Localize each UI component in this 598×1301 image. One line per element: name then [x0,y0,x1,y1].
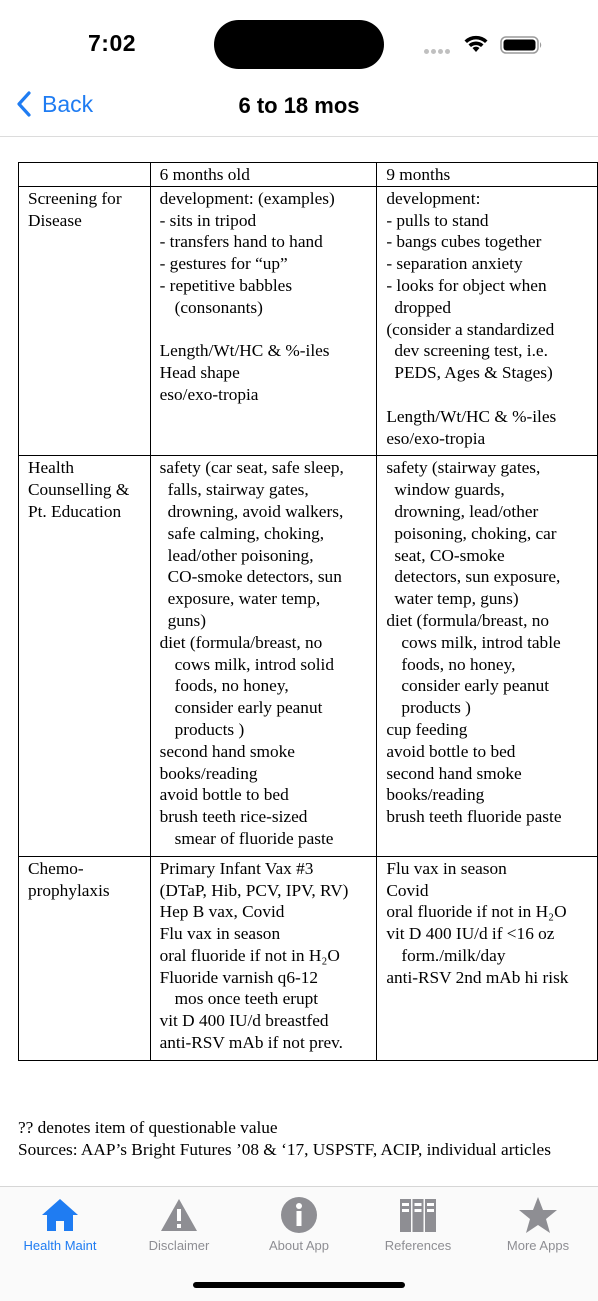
cell-text-line: development: [386,188,481,208]
row-label-line: Pt. Education [28,501,122,521]
cell-text-line: safety (car seat, safe sleep, [159,458,344,478]
cell-text-line: PEDS, Ages & Stages) [394,363,553,383]
cell-text-line: - pulls to stand [386,210,489,230]
cell-text-line: Length/Wt/HC & %-iles [386,406,557,426]
row-label-line: Health [28,458,75,478]
cell-text-line: Flu vax in season [159,924,281,944]
cell-9-months [377,456,598,856]
header-cell-empty [19,163,151,187]
info-icon [239,1195,359,1235]
status-time: 7:02 [88,30,137,56]
row-label-line: Disease [28,210,82,230]
cell-text-line: mos once teeth erupt [174,989,319,1009]
cell-6-months [150,856,377,1060]
footnote-sources: Sources: AAP’s Bright Futures ’08 & ‘17, USPSTF, ACIP, individual articles [18,1140,551,1159]
cell-text-line: dropped [394,297,451,317]
row-label-line: prophylaxis [28,880,110,900]
footnote-questionable: ?? denotes item of questionable value [18,1118,278,1137]
cell-text-line: anti-RSV 2nd mAb hi risk [386,967,569,987]
cell-text-line: dev screening test, i.e. [394,341,548,361]
cell-text-line: eso/exo-tropia [386,428,486,448]
cell-text-line: Length/Wt/HC & %-iles [159,341,330,361]
cell-text-line: Covid [386,880,429,900]
cell-text-line [386,384,597,406]
cell-text-line: second hand smoke [159,741,295,761]
cell-text-line: drowning, lead/other [394,501,539,521]
cell-text-line: - separation anxiety [386,254,523,274]
cell-text-line: oral fluoride if not in H₂O [386,902,567,922]
tab-disclaimer[interactable] [119,1195,239,1253]
cell-text-line: cows milk, introd table [401,632,561,652]
cell-9-months [377,186,598,456]
cell-text-line: poisoning, choking, car [394,523,557,543]
cell-text-line: brush teeth rice-sized [159,807,308,827]
row-label [19,856,151,1060]
tab-label: Health Maint [23,1238,97,1253]
cell-text-line: consider early peanut [401,676,550,696]
cell-text-line: avoid bottle to bed [159,785,289,805]
tab-health-maint[interactable] [0,1195,120,1253]
cell-text-line: books/reading [386,785,485,805]
cell-text-line: - looks for object when [386,275,547,295]
table-row [19,856,598,1060]
footnotes [18,1117,551,1161]
cell-text-line: form./milk/day [401,945,506,965]
cell-text-line: falls, stairway gates, [167,480,309,500]
tab-label: Disclaimer [148,1238,210,1253]
home-indicator [193,1282,405,1288]
status-bar [0,0,598,88]
row-label-line: Screening for [28,188,122,208]
cell-text-line: Head shape [159,363,240,383]
cell-text-line: eso/exo-tropia [159,384,259,404]
page-title: 6 to 18 mos [238,93,360,118]
cell-6-months [150,456,377,856]
cell-text-line [160,319,377,341]
cell-text-line: guns) [167,610,207,630]
cell-text-line: cows milk, introd solid [174,654,334,674]
cell-text-line: oral fluoride if not in H₂O [159,945,340,965]
dynamic-island [214,20,384,69]
binders-icon [358,1195,478,1235]
header-cell-6-months: 6 months old [150,163,377,187]
cell-text-line: Primary Infant Vax #3 [159,858,314,878]
cell-text-line: products ) [174,719,245,739]
cell-text-line: safety (stairway gates, [386,458,541,478]
cell-text-line: Hep B vax, Covid [159,902,285,922]
wifi-icon [463,33,489,58]
tab-about-app[interactable] [239,1195,359,1253]
cell-text-line: second hand smoke [386,763,522,783]
cell-text-line: safe calming, choking, [167,523,325,543]
cell-text-line: products ) [401,698,471,718]
cell-text-line: consider early peanut [174,698,323,718]
cell-text-line: exposure, water temp, [167,589,321,609]
cell-text-line: anti-RSV mAb if not prev. [159,1033,343,1053]
row-label-line: Chemo- [28,858,84,878]
tab-references[interactable] [358,1195,478,1253]
cell-text-line: foods, no honey, [401,654,516,674]
cell-text-line: lead/other poisoning, [167,545,314,565]
battery-icon [500,35,544,60]
row-label-line: Counselling & [28,480,130,500]
star-icon [478,1195,598,1235]
cell-text-line: Flu vax in season [386,858,507,878]
tab-label: More Apps [506,1238,570,1253]
cell-text-line: detectors, sun exposure, [394,567,561,587]
cell-text-line: drowning, avoid walkers, [167,501,344,521]
cell-text-line: vit D 400 IU/d if <16 oz [386,924,555,944]
cell-text-line: (consider a standardized [386,319,555,339]
cell-6-months [150,186,377,456]
cell-text-line: - sits in tripod [159,210,257,230]
cell-text-line: Fluoride varnish q6-12 [159,967,319,987]
cell-text-line: smear of fluoride paste [174,828,334,848]
schedule-table [18,162,598,1061]
cell-text-line: books/reading [159,763,258,783]
cell-text-line: - transfers hand to hand [159,232,323,252]
row-label [19,186,151,456]
cell-text-line: foods, no honey, [174,676,289,696]
cell-9-months [377,856,598,1060]
cell-text-line: window guards, [394,480,505,500]
cell-text-line: - repetitive babbles [159,275,293,295]
table-header-row [19,163,598,187]
cell-text-line: avoid bottle to bed [386,741,516,761]
cell-text-line: vit D 400 IU/d breastfed [159,1011,329,1031]
cell-text-line: - gestures for “up” [159,254,288,274]
cell-text-line: diet (formula/breast, no [386,610,550,630]
cell-text-line: cup feeding [386,719,468,739]
cell-text-line: - bangs cubes together [386,232,542,252]
cell-text-line: development: (examples) [159,188,335,208]
home-icon [0,1195,120,1235]
row-label [19,456,151,856]
navigation-bar [0,84,598,137]
table-row [19,456,598,856]
cell-text-line: brush teeth fluoride paste [386,807,562,827]
document-content [18,162,598,1061]
cell-text-line: (consonants) [174,297,263,317]
cell-text-line: CO-smoke detectors, sun [167,567,342,587]
cell-text-line: seat, CO-smoke [394,545,505,565]
tab-label: About App [269,1238,329,1253]
cell-text-line: diet (formula/breast, no [159,632,323,652]
tab-more-apps[interactable] [478,1195,598,1253]
header-cell-9-months: 9 months [377,163,598,187]
table-row [19,186,598,456]
tab-label: References [384,1238,452,1253]
cell-text-line: water temp, guns) [394,589,519,609]
cell-text-line: (DTaP, Hib, PCV, IPV, RV) [159,880,349,900]
warning-icon [119,1195,239,1235]
back-label: Back [42,90,94,117]
signal-dots-icon [424,41,452,59]
